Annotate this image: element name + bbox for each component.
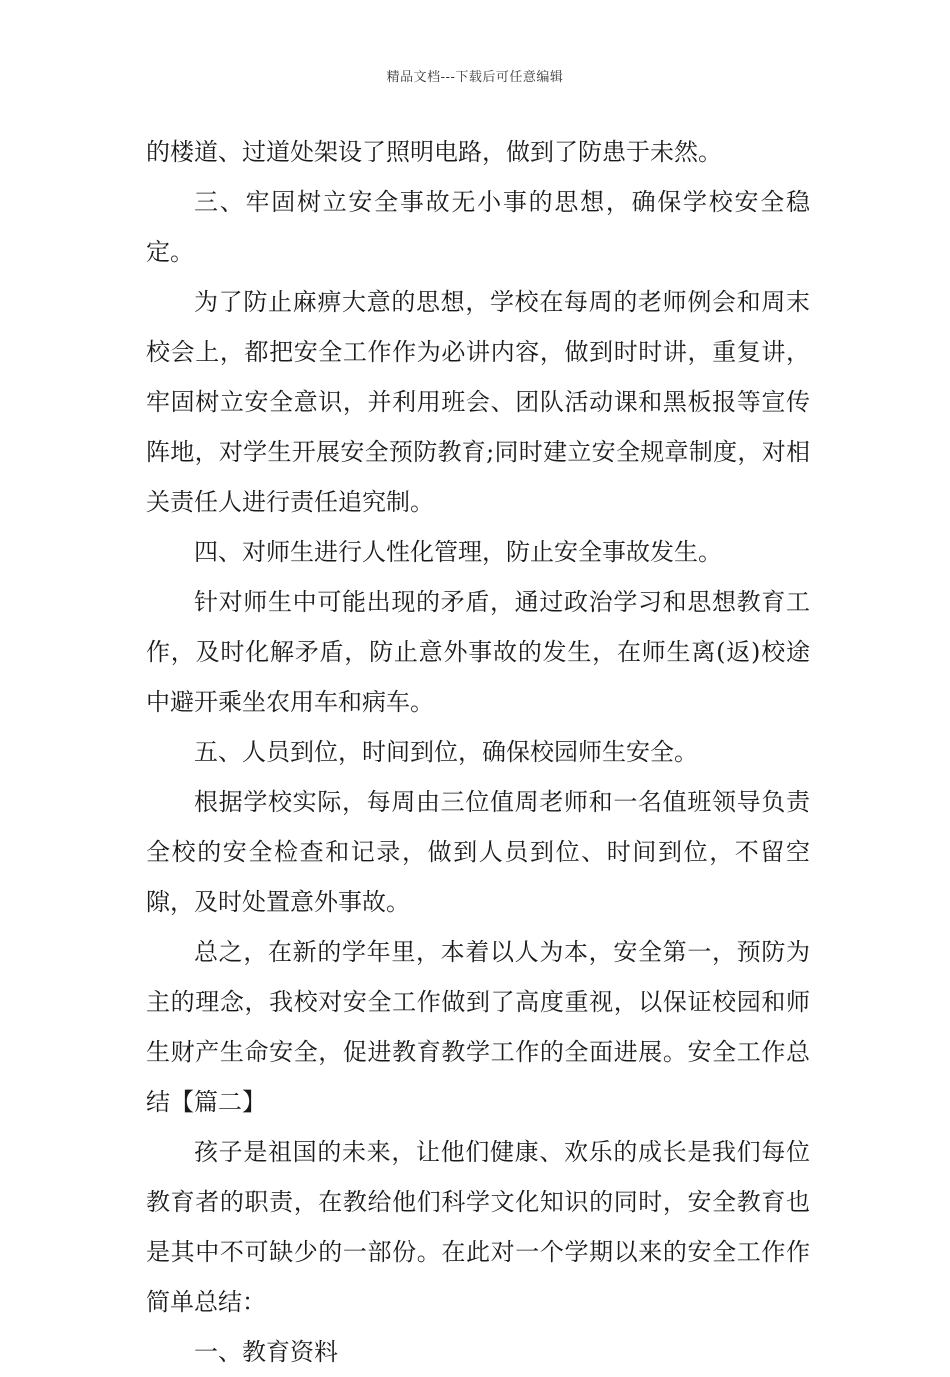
- document-body: [146, 127, 810, 1377]
- section-heading-4: 四、对师生进行人性化管理，防止安全事故发生。: [194, 538, 722, 566]
- section-heading-3: 三、牢固树立安全事故无小事的思想，确保学校安全稳定。: [146, 188, 810, 266]
- paragraph-continuation: 的楼道、过道处架设了照明电路，做到了防患于未然。: [146, 138, 722, 166]
- paragraph: 孩子是祖国的未来，让他们健康、欢乐的成长是我们每位教育者的职责，在教给他们科学文化知识的同时，安全教育也是其中不可缺少的一部份。在此对一个学期以来的安全工作作简单总结：: [146, 1138, 810, 1316]
- paragraph: 针对师生中可能出现的矛盾，通过政治学习和思想教育工作，及时化解矛盾，防止意外事故的发生，在师生离(返)校途中避开乘坐农用车和病车。: [146, 588, 810, 716]
- paragraph: 为了防止麻痹大意的思想，学校在每周的老师例会和周末校会上，都把安全工作作为必讲内容，做到时时讲，重复讲，牢固树立安全意识，并利用班会、团队活动课和黑板报等宣传阵地，对学生开展安全预防教育;同时建立安全规章制度，对相关责任人进行责任追究制。: [146, 288, 810, 516]
- section-heading-1: 一、教育资料: [194, 1338, 338, 1366]
- paragraph: 总之，在新的学年里，本着以人为本，安全第一，预防为主的理念，我校对安全工作做到了高度重视，以保证校园和师生财产生命安全，促进教育教学工作的全面进展。安全工作总结【篇二】: [146, 938, 810, 1116]
- section-heading-5: 五、人员到位，时间到位，确保校园师生安全。: [194, 738, 698, 766]
- page-header: 精品文档---下载后可任意编辑: [386, 70, 564, 85]
- paragraph: 根据学校实际，每周由三位值周老师和一名值班领导负责全校的安全检查和记录，做到人员到位、时间到位，不留空隙，及时处置意外事故。: [146, 788, 810, 916]
